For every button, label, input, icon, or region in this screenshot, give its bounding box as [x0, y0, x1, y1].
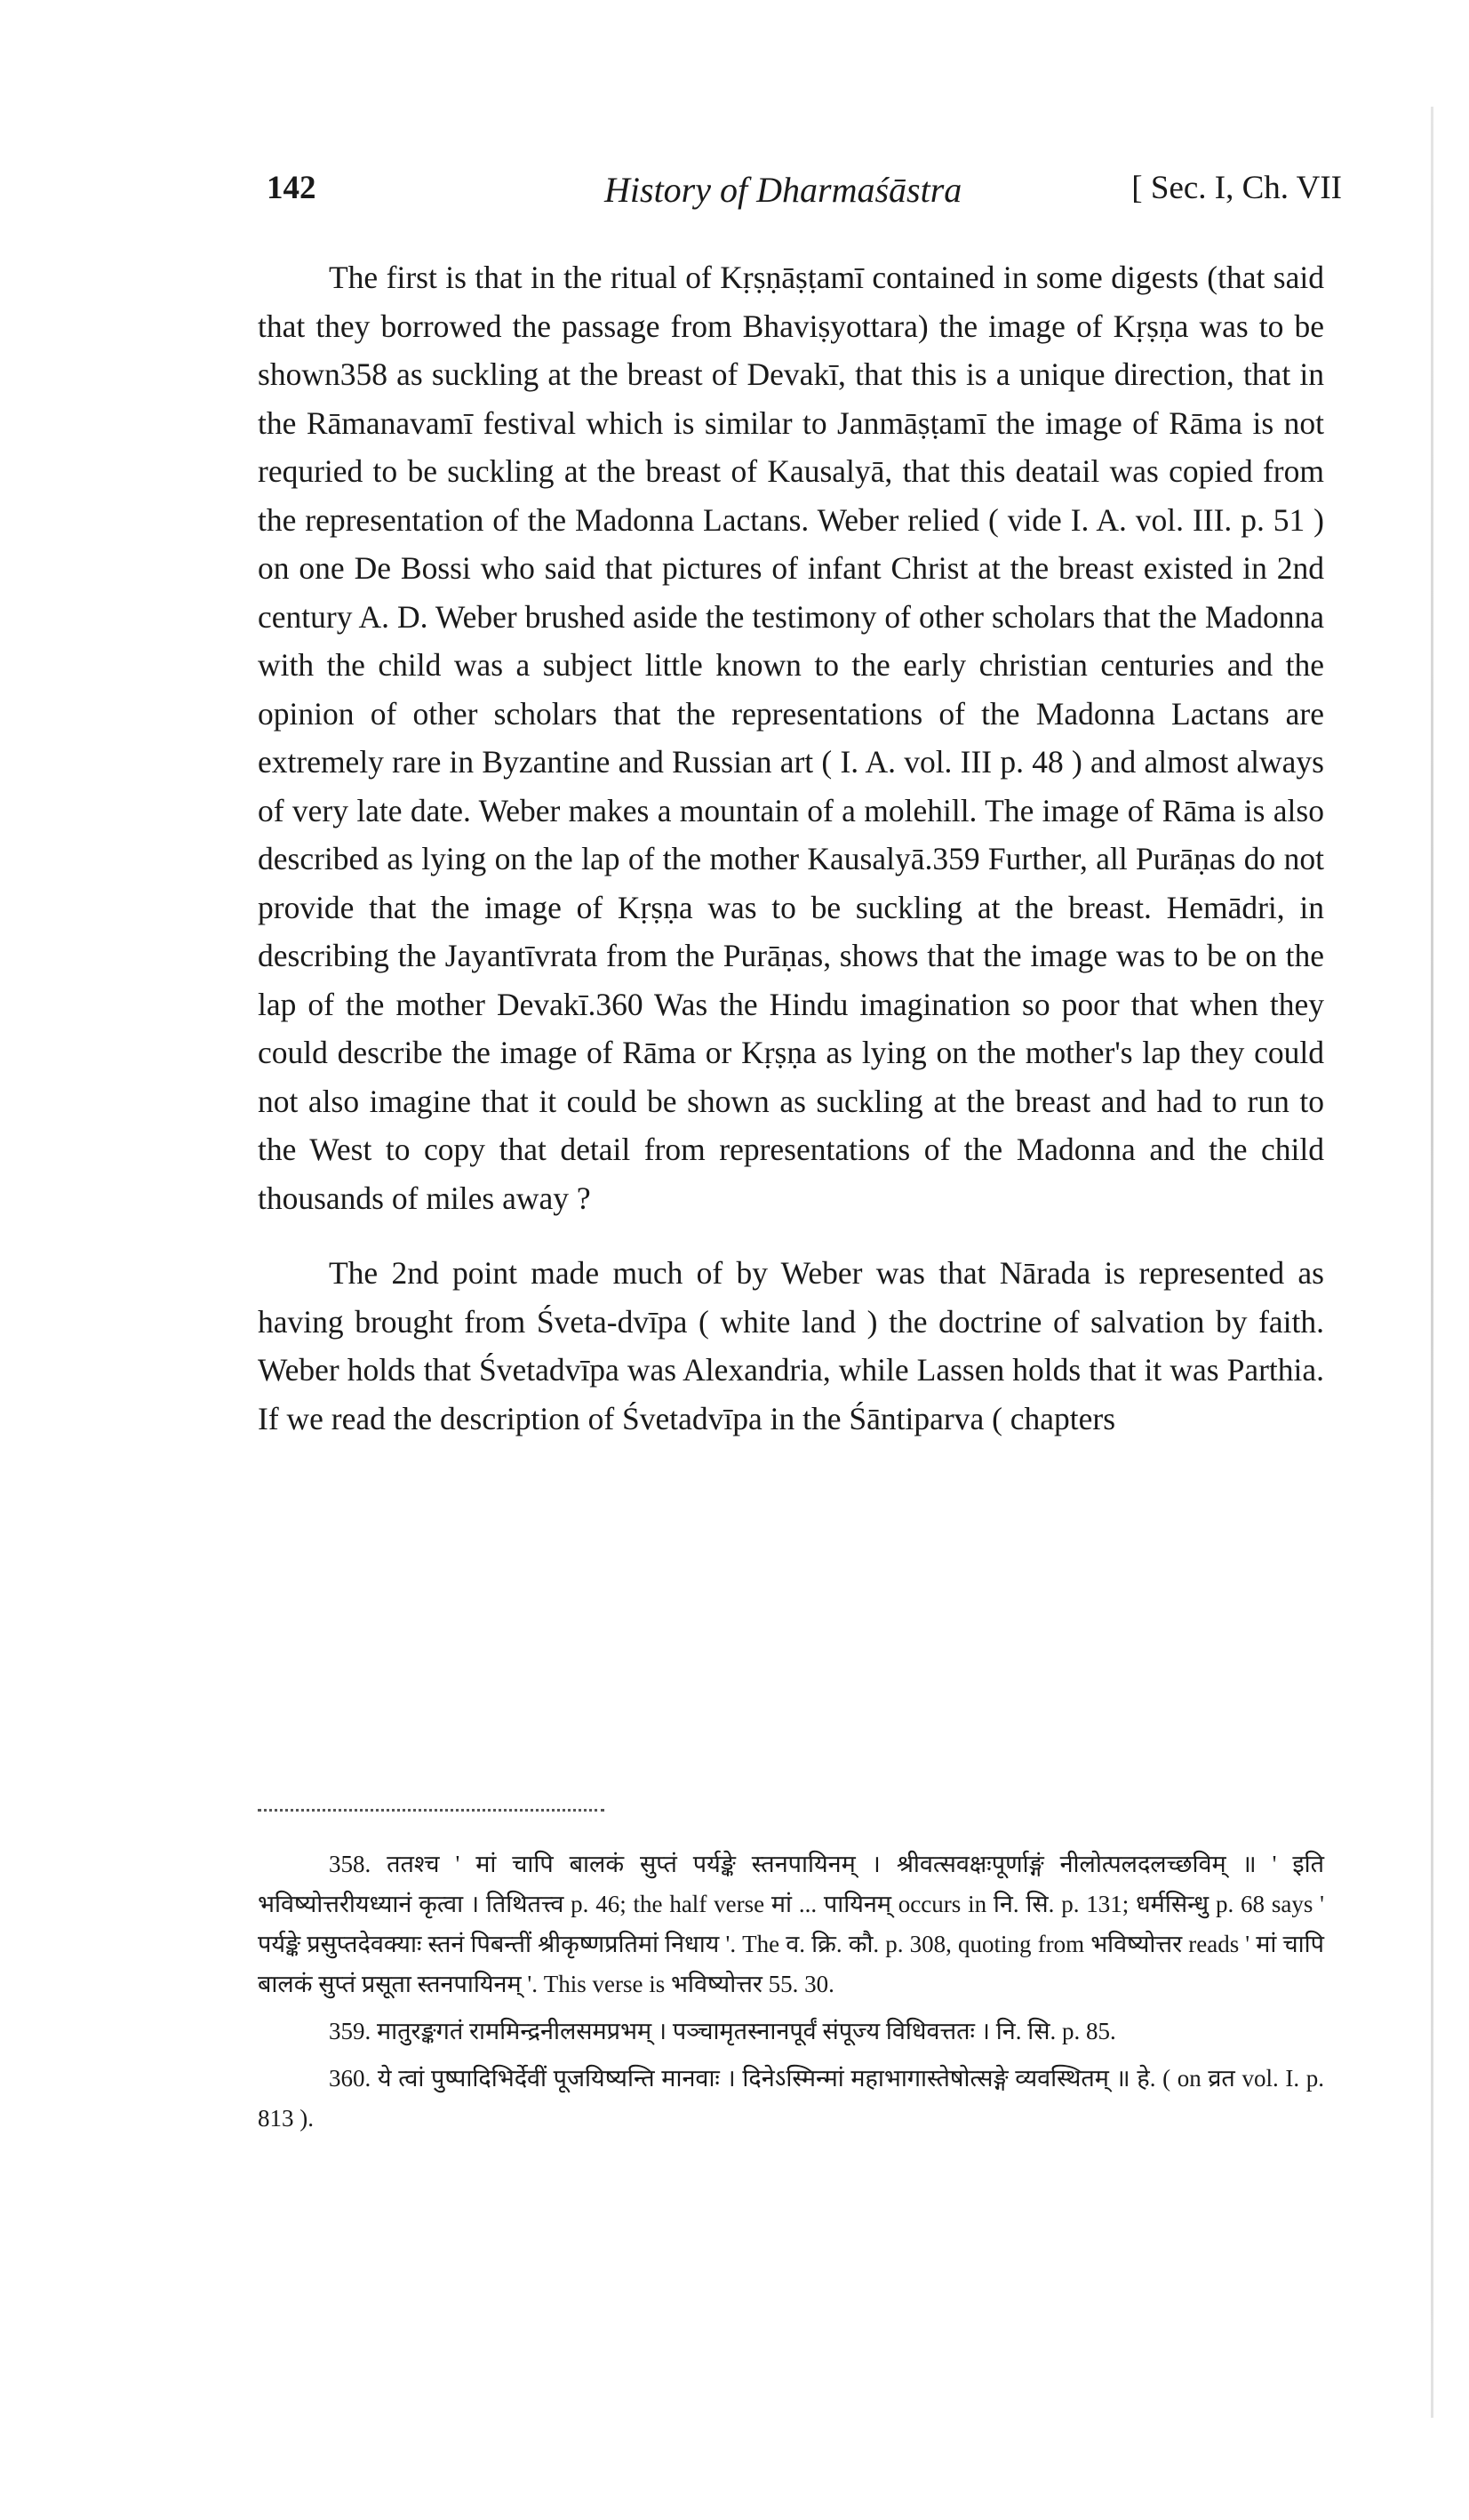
scan-edge-shadow [1431, 107, 1433, 2418]
footnote-359: 359. मातुरङ्कगतं राममिन्द्रनीलसमप्रभम् । पञ्चामृतस्नानपूर्वं संपूज्य विधिवत्ततः । नि. सि. p. 85. [329, 2018, 1116, 2044]
page-number: 142 [267, 170, 316, 206]
footnotes [258, 1844, 1324, 2146]
paragraph-1: The first is that in the ritual of Kṛṣṇāṣṭamī contained in some digests (that said that they borrowed the passage from Bhaviṣyottara) the image of Kṛṣṇa was to be shown358 as suckling at the breast of Devakī, that this is a unique direction, that in the Rāmanavamī festival which is similar to Janmāṣṭamī the image of Rāma is not requried to be suckling at the breast of Kausalyā, that this deatail was copied from the representation of the Madonna Lactans. Weber relied ( vide I. A. vol. III. p. 51 ) on one De Bossi who said that pictures of infant Christ at the breast existed in 2nd century A. D. Weber brushed aside the testimony of other scholars that the Madonna with the child was a subject little known to the early christian centuries and the opinion of other scholars that the representations of the Madonna Lactans are extremely rare in Byzantine and Russian art ( I. A. vol. III p. 48 ) and almost always of very late date. Weber makes a mountain of a molehill. The image of Rāma is also described as lying on the lap of the mother Kausalyā.359 Further, all Purāṇas do not provide that the image of Kṛṣṇa was to be suckling at the breast. Hemādri, in describing the Jayantīvrata from the Purāṇas, shows that the image was to be on the lap of the mother Devakī.360 Was the Hindu imagination so poor that when they could describe the image of Rāma or Kṛṣṇa as lying on the mother's lap they could not also imagine that it could be shown as suckling at the breast and had to run to the West to copy that detail from representations of the Madonna and the child thousands of miles away ? [258, 260, 1324, 1216]
section-reference: [ Sec. I, Ch. VII [1131, 170, 1342, 206]
footnote-divider [258, 1809, 604, 1812]
footnote-358: 358. ततश्च ' मां चापि बालकं सुप्तं पर्यङ्के स्तनपायिनम् । श्रीवत्सवक्षःपूर्णाङ्गं नीलोत्पलदलच्छविम् ॥ ' इति भविष्योत्तरीयध्यानं कृत्वा । तिथितत्त्व p. 46; the half verse मां ... पायिनम् occurs in नि. सि. p. 131; धर्मसिन्धु p. 68 says ' पर्यङ्के प्रसुप्तदेवक्याः स्तनं पिबन्तीं श्रीकृष्णप्रतिमां निधाय '. The व. क्रि. कौ. p. 308, quoting from भविष्योत्तर reads ' मां चापि बालकं सुप्तं प्रसूता स्तनपायिनम् '. This verse is भविष्योत्तर 55. 30. [258, 1851, 1324, 1997]
footnote-360: 360. ये त्वां पुष्पादिभिर्देवीं पूजयिष्यन्ति मानवाः । दिनेऽस्मिन्मां महाभागास्तेषोत्सङ्गे व्यवस्थितम् ॥ हे. ( on व्रत vol. I. p. 813 ). [258, 2065, 1324, 2132]
running-header [267, 169, 1342, 213]
running-title: History of Dharmaśāstra [604, 170, 962, 210]
paragraph-2: The 2nd point made much of by Weber was that Nārada is represented as having brought from Śveta-dvīpa ( white land ) the doctrine of salvation by faith. Weber holds that Śvetadvīpa was Alexandria, while Lassen holds that it was Parthia. If we read the description of Śvetadvīpa in the Śāntiparva ( chapters [258, 1255, 1324, 1436]
body-text [258, 253, 1324, 1443]
